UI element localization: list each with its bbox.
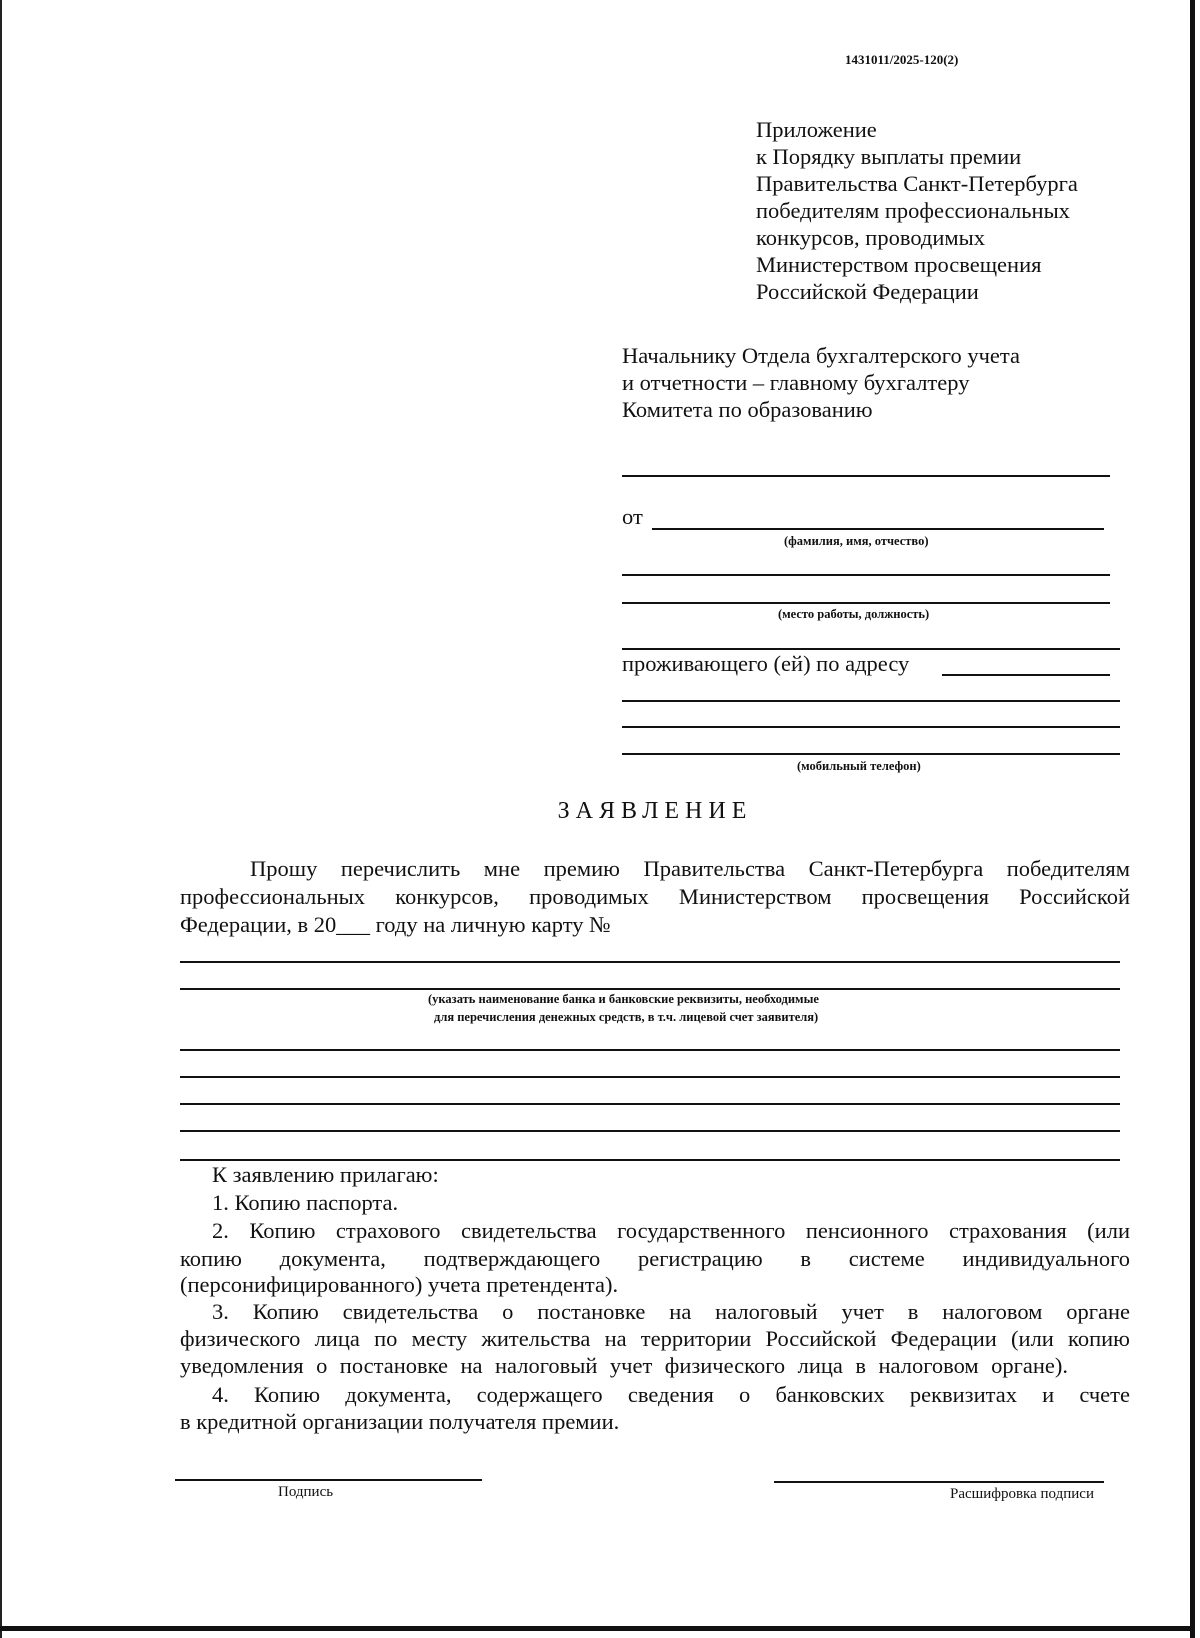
- blank-line-address-1[interactable]: [942, 674, 1110, 676]
- attachment-item-1: 1. Копию паспорта.: [212, 1190, 399, 1215]
- scan-edge-bottom: [0, 1626, 1195, 1631]
- bank-caption-2: для перечисления денежных средств, в т.ч. лицевой счет заявителя): [434, 1010, 819, 1024]
- document-number: 1431011/2025-120(2): [845, 52, 959, 67]
- addressee-line: и отчетности – главному бухгалтеру: [622, 370, 970, 395]
- phone-caption: (мобильный телефон): [797, 759, 921, 773]
- attachment-item-3-line-2: физического лица по месту жительства на территории Российской Федерации (или копию: [180, 1326, 1130, 1351]
- annex-line: Министерством просвещения: [756, 252, 1042, 277]
- blank-line-bank-5[interactable]: [180, 1103, 1120, 1105]
- addressee-line: Начальнику Отдела бухгалтерского учета: [622, 343, 1020, 368]
- addressee-line: Комитета по образованию: [622, 397, 873, 422]
- attachment-item-4-line-2: в кредитной организации получателя премии.: [180, 1409, 620, 1434]
- blank-line-addressee-name[interactable]: [622, 475, 1110, 477]
- annex-block: [756, 116, 1078, 305]
- annex-line: победителям профессиональных: [756, 198, 1070, 223]
- annex-line: Приложение: [756, 117, 877, 142]
- from-label: от: [622, 504, 643, 529]
- fio-caption: (фамилия, имя, отчество): [784, 534, 929, 548]
- blank-line-bank-6[interactable]: [180, 1130, 1120, 1132]
- document-title: ЗАЯВЛЕНИЕ: [557, 798, 753, 824]
- addressee-block: [622, 342, 1020, 423]
- annex-line: конкурсов, проводимых: [756, 225, 986, 250]
- attachment-item-2-line-2: копию документа, подтверждающего регистрацию в системе индивидуального: [180, 1246, 1130, 1271]
- attachment-item-3-line-3: уведомления о постановке на налоговый учет физического лица в налоговом органе).: [180, 1353, 1068, 1378]
- request-line-3: Федерации, в 20___ году на личную карту №: [180, 912, 611, 937]
- attachment-item-4-line-1: 4. Копию документа, содержащего сведения о банковских реквизитах и счете: [212, 1382, 1130, 1407]
- blank-line-bank-3[interactable]: [180, 1049, 1120, 1051]
- annex-line: Российской Федерации: [756, 279, 979, 304]
- blank-line-address-3[interactable]: [622, 726, 1120, 728]
- request-line-1: Прошу перечислить мне премию Правительства Санкт-Петербурга победителям: [250, 856, 1130, 881]
- attachments-heading: К заявлению прилагаю:: [212, 1162, 439, 1187]
- blank-line-work-2[interactable]: [622, 602, 1110, 604]
- work-caption: (место работы, должность): [778, 607, 930, 621]
- bank-caption-1: (указать наименование банка и банковские реквизиты, необходимые: [428, 992, 819, 1006]
- blank-line-work-1[interactable]: [622, 574, 1110, 576]
- blank-line-phone[interactable]: [622, 753, 1120, 755]
- annex-line: Правительства Санкт-Петербурга: [756, 171, 1078, 196]
- signature-decode-line[interactable]: [774, 1481, 1104, 1483]
- attachment-item-3-line-1: 3. Копию свидетельства о постановке на налоговый учет в налоговом органе: [212, 1299, 1130, 1324]
- address-label: проживающего (ей) по адресу: [622, 651, 910, 676]
- attachment-item-2-line-1: 2. Копию страхового свидетельства государственного пенсионного страхования (или: [212, 1218, 1130, 1243]
- signature-label: Подпись: [278, 1484, 334, 1500]
- signature-decode-label: Расшифровка подписи: [950, 1486, 1094, 1502]
- blank-line-bank-1[interactable]: [180, 961, 1120, 963]
- signature-line[interactable]: [175, 1479, 482, 1481]
- attachment-item-2-line-3: (персонифицированного) учета претендента).: [180, 1272, 619, 1297]
- blank-line-bank-4[interactable]: [180, 1076, 1120, 1078]
- blank-line-fio[interactable]: [652, 528, 1104, 530]
- annex-line: к Порядку выплаты премии: [756, 144, 1022, 169]
- blank-line-work-3[interactable]: [622, 648, 1120, 650]
- blank-line-bank-7[interactable]: [180, 1159, 1120, 1161]
- blank-line-address-2[interactable]: [622, 700, 1120, 702]
- blank-line-bank-2[interactable]: [180, 988, 1120, 990]
- request-line-2: профессиональных конкурсов, проводимых Министерством просвещения Российской: [180, 884, 1130, 909]
